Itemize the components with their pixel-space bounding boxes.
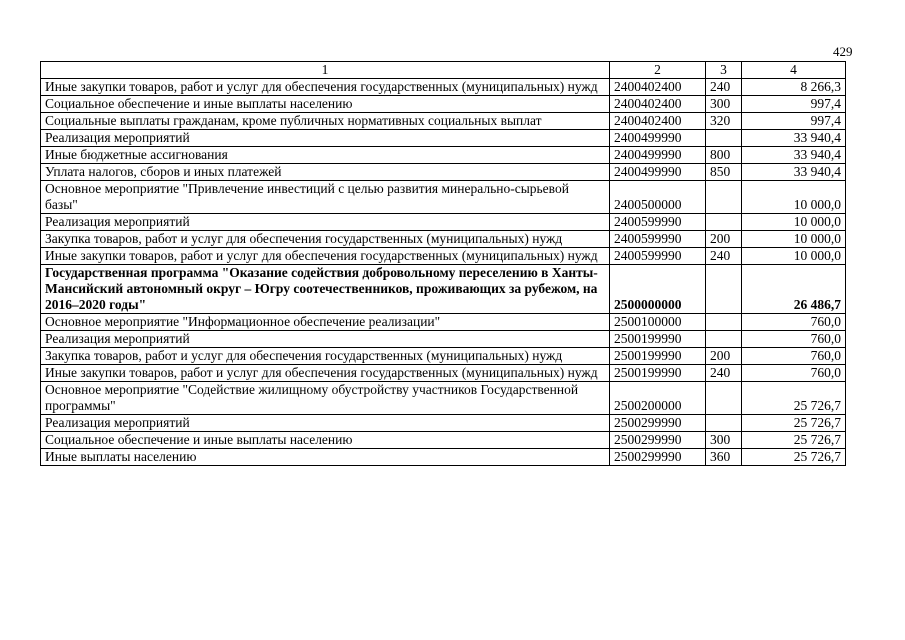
table-row <box>41 314 846 331</box>
table-row <box>41 164 846 181</box>
table-row <box>41 365 846 382</box>
cell-group <box>706 265 742 314</box>
cell-group <box>706 415 742 432</box>
column-header-sum: 4 <box>742 62 846 79</box>
table-row <box>41 331 846 348</box>
cell-code: 2400599990 <box>610 214 706 231</box>
cell-name: Иные закупки товаров, работ и услуг для обеспечения государственных (муниципальных) нужд <box>41 248 610 265</box>
cell-name: Социальные выплаты гражданам, кроме публичных нормативных социальных выплат <box>41 113 610 130</box>
cell-sum: 760,0 <box>742 331 846 348</box>
column-header-name: 1 <box>41 62 610 79</box>
cell-sum: 10 000,0 <box>742 181 846 214</box>
cell-name: Реализация мероприятий <box>41 214 610 231</box>
cell-name: Основное мероприятие "Информационное обеспечение реализации" <box>41 314 610 331</box>
cell-name: Закупка товаров, работ и услуг для обеспечения государственных (муниципальных) нужд <box>41 231 610 248</box>
cell-group <box>706 181 742 214</box>
cell-sum: 8 266,3 <box>742 79 846 96</box>
cell-group: 800 <box>706 147 742 164</box>
column-header-code: 2 <box>610 62 706 79</box>
cell-name: Социальное обеспечение и иные выплаты населению <box>41 96 610 113</box>
cell-code: 2500299990 <box>610 449 706 466</box>
cell-code: 2400500000 <box>610 181 706 214</box>
cell-code: 2400599990 <box>610 248 706 265</box>
cell-sum: 33 940,4 <box>742 147 846 164</box>
cell-sum: 760,0 <box>742 348 846 365</box>
budget-table <box>40 61 846 466</box>
cell-sum: 10 000,0 <box>742 214 846 231</box>
cell-code: 2500000000 <box>610 265 706 314</box>
cell-name: Закупка товаров, работ и услуг для обеспечения государственных (муниципальных) нужд <box>41 348 610 365</box>
cell-sum: 760,0 <box>742 365 846 382</box>
table-row <box>41 130 846 147</box>
cell-sum: 25 726,7 <box>742 432 846 449</box>
cell-name: Реализация мероприятий <box>41 130 610 147</box>
cell-sum: 26 486,7 <box>742 265 846 314</box>
cell-group: 240 <box>706 365 742 382</box>
cell-code: 2400402400 <box>610 113 706 130</box>
cell-code: 2500299990 <box>610 432 706 449</box>
cell-sum: 10 000,0 <box>742 231 846 248</box>
cell-code: 2400402400 <box>610 96 706 113</box>
cell-sum: 33 940,4 <box>742 164 846 181</box>
cell-name: Иные бюджетные ассигнования <box>41 147 610 164</box>
table-row <box>41 449 846 466</box>
cell-name: Основное мероприятие "Привлечение инвестиций с целью развития минерально-сырьевой базы" <box>41 181 610 214</box>
cell-sum: 25 726,7 <box>742 382 846 415</box>
cell-sum: 997,4 <box>742 96 846 113</box>
table-row <box>41 231 846 248</box>
cell-group <box>706 331 742 348</box>
cell-group: 300 <box>706 432 742 449</box>
cell-name: Реализация мероприятий <box>41 415 610 432</box>
cell-code: 2500199990 <box>610 365 706 382</box>
cell-name: Государственная программа "Оказание содействия добровольному переселению в Ханты-Мансийский автономный округ – Югру соотечественников, проживающих за рубежом, на 2016–2020 годы" <box>41 265 610 314</box>
cell-group <box>706 382 742 415</box>
table-row <box>41 181 846 214</box>
table-row <box>41 79 846 96</box>
cell-code: 2400499990 <box>610 164 706 181</box>
cell-sum: 25 726,7 <box>742 449 846 466</box>
cell-group: 300 <box>706 96 742 113</box>
page-number: 429 <box>833 44 853 59</box>
cell-name: Основное мероприятие "Содействие жилищному обустройству участников Государственной программы" <box>41 382 610 415</box>
table-row <box>41 147 846 164</box>
cell-code: 2400499990 <box>610 130 706 147</box>
cell-group: 200 <box>706 231 742 248</box>
table-row <box>41 265 846 314</box>
cell-group: 240 <box>706 79 742 96</box>
table-row <box>41 96 846 113</box>
table-row <box>41 348 846 365</box>
cell-sum: 10 000,0 <box>742 248 846 265</box>
table-row <box>41 432 846 449</box>
cell-group: 360 <box>706 449 742 466</box>
table-header-row <box>41 62 846 79</box>
cell-sum: 25 726,7 <box>742 415 846 432</box>
cell-group <box>706 130 742 147</box>
cell-code: 2400599990 <box>610 231 706 248</box>
cell-sum: 997,4 <box>742 113 846 130</box>
cell-sum: 760,0 <box>742 314 846 331</box>
table-row <box>41 415 846 432</box>
cell-group: 850 <box>706 164 742 181</box>
cell-name: Иные закупки товаров, работ и услуг для обеспечения государственных (муниципальных) нужд <box>41 365 610 382</box>
cell-name: Реализация мероприятий <box>41 331 610 348</box>
cell-code: 2500299990 <box>610 415 706 432</box>
table-body <box>41 79 846 466</box>
cell-group: 320 <box>706 113 742 130</box>
cell-group: 240 <box>706 248 742 265</box>
cell-code: 2500199990 <box>610 331 706 348</box>
cell-code: 2400402400 <box>610 79 706 96</box>
cell-sum: 33 940,4 <box>742 130 846 147</box>
table-row <box>41 113 846 130</box>
table-row <box>41 248 846 265</box>
cell-name: Социальное обеспечение и иные выплаты населению <box>41 432 610 449</box>
table-row <box>41 382 846 415</box>
cell-code: 2500100000 <box>610 314 706 331</box>
cell-group: 200 <box>706 348 742 365</box>
cell-group <box>706 214 742 231</box>
cell-code: 2500200000 <box>610 382 706 415</box>
cell-code: 2500199990 <box>610 348 706 365</box>
cell-name: Уплата налогов, сборов и иных платежей <box>41 164 610 181</box>
column-header-group: 3 <box>706 62 742 79</box>
cell-code: 2400499990 <box>610 147 706 164</box>
cell-name: Иные выплаты населению <box>41 449 610 466</box>
cell-name: Иные закупки товаров, работ и услуг для обеспечения государственных (муниципальных) нужд <box>41 79 610 96</box>
cell-group <box>706 314 742 331</box>
table-row <box>41 214 846 231</box>
